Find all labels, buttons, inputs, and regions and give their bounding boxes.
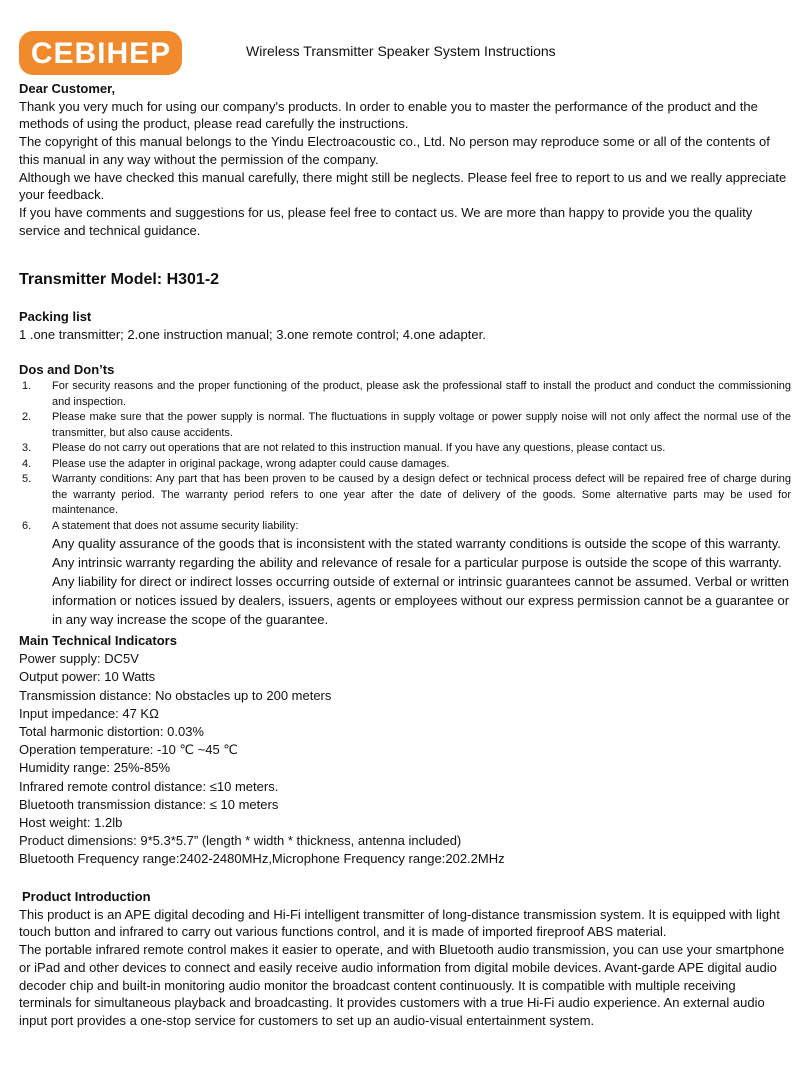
greeting-paragraph: Although we have checked this manual carefully, there might still be neglects. Please feel free to report to us and we really appreciate your feedback. <box>19 169 787 203</box>
brand-logo-text: CEBIHEP <box>30 37 171 70</box>
intro-paragraph: This product is an APE digital decoding and Hi-Fi intelligent transmitter of long-distance transmission system. It is equipped with light touch button and infrared to carry out various functions control, and it is made of imported fireproof ABS material. <box>19 906 780 940</box>
list-item-text: Warranty conditions: Any part that has been proven to be caused by a design defect or technical process defect will be repaired free of charge during the warranty period. The warranty period refers to one year after the date of delivery of the goods. Some alternative parts may be used for maintenance. <box>52 473 791 516</box>
brand-logo <box>19 31 182 75</box>
spec-line: Host weight: 1.2lb <box>19 815 123 831</box>
technical-indicators-section <box>19 632 791 869</box>
list-item <box>19 472 791 519</box>
brand-logo-mark <box>26 36 176 70</box>
packing-list-heading: Packing list <box>19 309 92 324</box>
salutation: Dear Customer, <box>19 81 116 96</box>
list-item-text: Please use the adapter in original package, wrong adapter could cause damages. <box>52 457 450 470</box>
intro-heading: Product Introduction <box>22 889 151 904</box>
spec-line: Infrared remote control distance: ≤10 meters. <box>19 778 279 794</box>
greeting-paragraph: The copyright of this manual belongs to the Yindu Electroacoustic co., Ltd. No person may reproduce some or all of the contents of this manual in any way without the permission of the company. <box>19 134 770 167</box>
intro-paragraph: The portable infrared remote control makes it easier to operate, and with Bluetooth audio transmission, you can use your smartphone or iPad and other devices to connect and easily receive audio information from digital mobile devices. Avant-garde APE digital audio decoder chip and built-in monitoring audio monitor the broadcast content continuously. It is compatible with multiple receiving terminals for simultaneous playback and broadcasting. It provides customers with a true Hi-Fi audio experience. An external audio input port provides a one-stop service for customers to set up an audio-visual entertainment system. <box>19 942 785 1028</box>
list-item <box>19 410 791 441</box>
greeting-paragraph: Thank you very much for using our company's products. In order to enable you to master the performance of the product and the methods of using the product, please read carefully the instructions. <box>19 98 758 132</box>
specs-heading: Main Technical Indicators <box>19 633 177 648</box>
model-title: Transmitter Model: H301-2 <box>19 271 220 288</box>
list-item-text: For security reasons and the proper functioning of the product, please ask the professional staff to install the product and conduct the commissioning and inspection. <box>52 380 791 408</box>
spec-line: Humidity range: 25%-85% <box>19 760 171 776</box>
list-item-text: Please make sure that the power supply is normal. The fluctuations in supply voltage or power supply noise will not only affect the normal use of the transmitter, but also cause accidents. <box>52 411 791 439</box>
list-number: 3. <box>22 442 32 454</box>
spec-line: Total harmonic distortion: 0.03% <box>19 724 204 740</box>
packing-list-text: 1 .one transmitter; 2.one instruction manual; 3.one remote control; 4.one adapter. <box>19 327 486 342</box>
list-number: 5. <box>22 473 32 485</box>
spec-line: Output power: 10 Watts <box>19 669 156 685</box>
list-item-text: A statement that does not assume security liability: <box>52 519 299 532</box>
list-item-text: Please do not carry out operations that are not related to this instruction manual. If you have any questions, please contact us. <box>52 442 666 454</box>
list-number: 1. <box>22 380 32 392</box>
list-item <box>19 457 791 473</box>
greeting-section <box>19 80 791 239</box>
header <box>19 0 791 80</box>
list-number: 2. <box>22 411 32 423</box>
list-number: 6. <box>22 519 32 532</box>
greeting-paragraph: If you have comments and suggestions for us, please feel free to contact us. We are more than happy to provide you the quality service and technical guidance. <box>19 204 753 238</box>
dos-list <box>19 379 791 629</box>
spec-line: Operation temperature: -10 ℃ ~45 ℃ <box>19 742 238 758</box>
spec-line: Power supply: DC5V <box>19 651 139 667</box>
packing-list-section <box>19 308 791 344</box>
instruction-page <box>19 0 791 1028</box>
spec-line: Input impedance: 47 KΩ <box>19 705 159 721</box>
spec-line: Bluetooth Frequency range:2402-2480MHz,Microphone Frequency range:202.2MHz <box>19 851 505 867</box>
spec-line: Transmission distance: No obstacles up to 200 meters <box>19 687 332 703</box>
list-number: 4. <box>22 457 32 470</box>
document-title: Wireless Transmitter Speaker System Instructions <box>246 43 556 59</box>
spec-line: Product dimensions: 9*5.3*5.7” (length * width * thickness, antenna included) <box>19 833 462 849</box>
list-item <box>19 441 791 457</box>
product-introduction-section <box>19 888 791 1030</box>
list-item <box>19 379 791 410</box>
dos-heading: Dos and Don’ts <box>19 362 115 377</box>
spec-line: Bluetooth transmission distance: ≤ 10 meters <box>19 796 279 812</box>
liability-statement: Any quality assurance of the goods that is inconsistent with the stated warranty conditions is outside the scope of this warranty. Any intrinsic warranty regarding the ability and relevance of resale for a particular purpose is outside the scope of this warranty. Any liability for direct or indirect losses occurring outside of external or intrinsic guarantees cannot be assumed. Verbal or written information or notices issued by dealers, issuers, agents or employees without our express permission cannot be a guarantee or in any way increase the scope of the guarantee. <box>52 536 790 627</box>
list-item <box>19 519 791 630</box>
dos-and-donts-section <box>19 361 791 629</box>
